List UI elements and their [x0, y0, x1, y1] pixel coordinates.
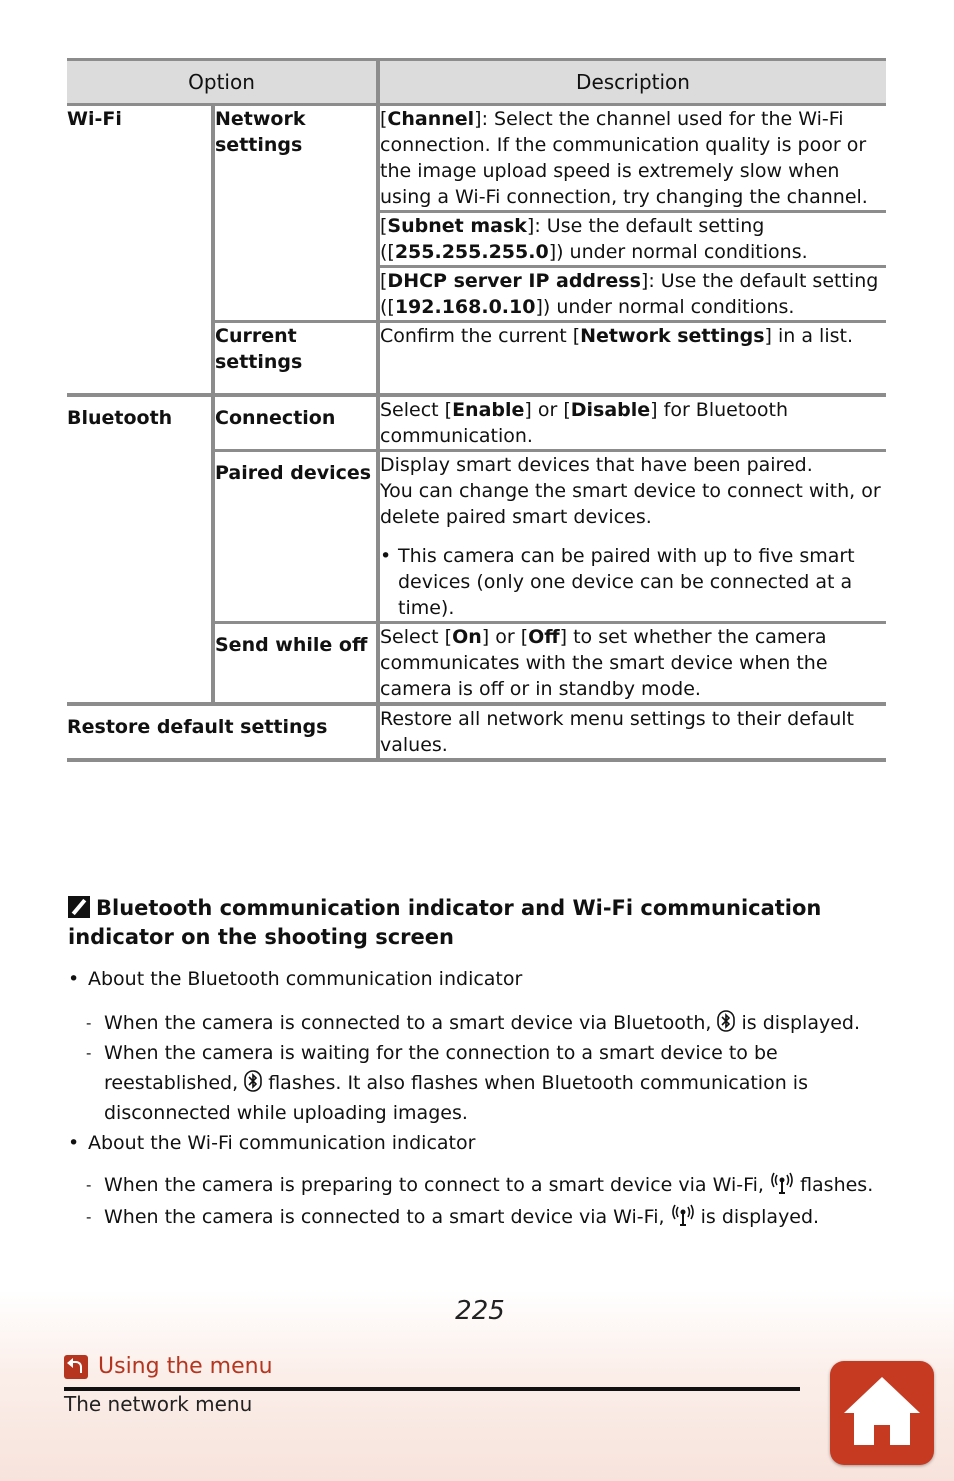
wifi-1b: flashes.	[800, 1174, 874, 1196]
restore-text: Restore all network menu settings to their default values.	[380, 708, 854, 756]
footer-divider	[64, 1387, 800, 1391]
dhcp-text2: ]) under normal conditions.	[535, 296, 795, 318]
channel-key: Channel	[387, 108, 475, 130]
dash-marker: -	[86, 1014, 92, 1032]
connection-text1: Select [	[380, 399, 453, 421]
current-settings-key: Network settings	[580, 325, 765, 347]
dash-marker: -	[86, 1208, 92, 1226]
option-connection-label: Connection	[215, 407, 336, 429]
desc-restore	[378, 704, 886, 760]
pencil-note-icon	[68, 896, 90, 918]
option-paired-devices	[213, 451, 378, 623]
option-current-settings-label: Current settings	[215, 325, 303, 373]
menu-link-label: Using the menu	[98, 1354, 273, 1379]
table-header-row	[67, 60, 886, 105]
using-the-menu-link[interactable]	[64, 1354, 273, 1379]
send-text3: ] to set whether the camera communicates with the smart device when the camera is off or in standby mode.	[380, 626, 828, 700]
list-item	[86, 1008, 888, 1038]
back-arrow-icon	[64, 1355, 88, 1379]
desc-paired-devices	[378, 451, 886, 623]
desc-send-while-off	[378, 623, 886, 705]
option-paired-devices-label: Paired devices	[215, 462, 372, 484]
channel-text: : Select the channel used for the Wi-Fi connection. If the communication quality is poor or the image upload speed is extremely slow when using a Wi-Fi connection, try changing the channel.	[380, 108, 868, 208]
connection-disable: Disable	[570, 399, 651, 421]
desc-dhcp: [DHCP server IP address]: Use the default setting ([192.168.0.10]) under normal conditions.	[378, 267, 886, 322]
wifi-heading: About the Wi-Fi communication indicator	[88, 1132, 476, 1154]
wifi-antenna-icon	[770, 1172, 794, 1194]
option-network-settings	[213, 105, 378, 322]
wifi-1a: When the camera is preparing to connect to a smart device via Wi-Fi,	[104, 1174, 764, 1196]
desc-channel: [Channel]: Select the channel used for the Wi-Fi connection. If the communication quality is poor or the image upload speed is extremely slow when using a Wi-Fi connection, try changing the channel.	[378, 105, 886, 212]
connection-enable: Enable	[452, 399, 525, 421]
dash-marker: -	[86, 1044, 92, 1062]
wifi-2a: When the camera is connected to a smart device via Wi-Fi,	[104, 1206, 665, 1228]
home-button[interactable]	[830, 1361, 934, 1465]
page-number: 225	[455, 1296, 505, 1326]
bt-2b: flashes. It also flashes when Bluetooth communication is disconnected while uploading images.	[104, 1072, 808, 1124]
send-on: On	[452, 626, 482, 648]
send-text2: ] or [	[481, 626, 529, 648]
list-item	[86, 1202, 888, 1232]
network-menu-table	[67, 58, 886, 762]
list-item	[68, 1128, 888, 1158]
paired-devices-text-b: You can change the smart device to connect with, or delete paired smart devices.	[380, 480, 881, 528]
section-name: The network menu	[64, 1392, 253, 1416]
bt-heading: About the Bluetooth communication indicator	[88, 968, 523, 990]
table-row	[67, 105, 886, 212]
note-title	[68, 894, 868, 952]
wifi-2b: is displayed.	[700, 1206, 820, 1228]
subnet-value: 255.255.255.0	[394, 241, 549, 263]
wifi-antenna-icon	[671, 1204, 695, 1226]
option-send-while-off-label: Send while off	[215, 634, 368, 656]
connection-text3: ] for Bluetooth communication.	[380, 399, 789, 447]
dhcp-value: 192.168.0.10	[394, 296, 536, 318]
option-restore-default	[67, 704, 378, 760]
send-text1: Select [	[380, 626, 453, 648]
list-item	[68, 964, 888, 994]
bt-2a: When the camera is waiting for the connection to a smart device to be reestablished,	[104, 1042, 778, 1094]
option-connection	[213, 395, 378, 451]
list-item	[86, 1170, 888, 1200]
desc-connection	[378, 395, 886, 451]
bullet-dot: •	[68, 1132, 80, 1154]
connection-text2: ] or [	[524, 399, 571, 421]
bullet-dot: •	[68, 968, 80, 990]
bt-1a: When the camera is connected to a smart device via Bluetooth,	[104, 1012, 712, 1034]
home-icon	[830, 1361, 934, 1465]
dhcp-text1: : Use the default setting ([	[380, 270, 879, 318]
current-settings-text2: ] in a list.	[764, 325, 853, 347]
bt-1b: is displayed.	[741, 1012, 861, 1034]
header-description: Description	[378, 60, 886, 105]
option-wifi-label: Wi-Fi	[67, 108, 122, 130]
header-option: Option	[67, 60, 378, 105]
dhcp-key: DHCP server IP address	[387, 270, 641, 292]
option-send-while-off	[213, 623, 378, 705]
dash-marker: -	[86, 1176, 92, 1194]
bullet-dot: •	[380, 545, 392, 567]
current-settings-text1: Confirm the current [	[380, 325, 581, 347]
desc-current-settings	[378, 322, 886, 396]
option-bluetooth	[67, 395, 213, 704]
paired-devices-bullet-text: This camera can be paired with up to five smart devices (only one device can be connected at a time).	[398, 545, 855, 619]
option-network-settings-label: Network settings	[215, 108, 306, 156]
subnet-text2: ]) under normal conditions.	[548, 241, 808, 263]
send-off: Off	[528, 626, 560, 648]
paired-devices-bullet	[380, 543, 886, 621]
subnet-text1: : Use the default setting ([	[380, 215, 765, 263]
subnet-key: Subnet mask	[387, 215, 527, 237]
table-row	[67, 395, 886, 451]
bluetooth-icon	[244, 1070, 262, 1092]
option-wifi	[67, 105, 213, 396]
option-restore-label: Restore default settings	[67, 716, 328, 738]
paired-devices-text: Display smart devices that have been paired.	[380, 454, 813, 476]
table-row	[67, 704, 886, 760]
bluetooth-icon	[717, 1010, 735, 1032]
list-item	[86, 1038, 888, 1128]
note-title-text: Bluetooth communication indicator and Wi-Fi communication indicator on the shooting screen	[68, 896, 822, 949]
desc-subnet: [Subnet mask]: Use the default setting ([255.255.255.0]) under normal conditions.	[378, 212, 886, 267]
option-bluetooth-label: Bluetooth	[67, 407, 173, 429]
option-current-settings	[213, 322, 378, 396]
note-list	[68, 964, 888, 1232]
